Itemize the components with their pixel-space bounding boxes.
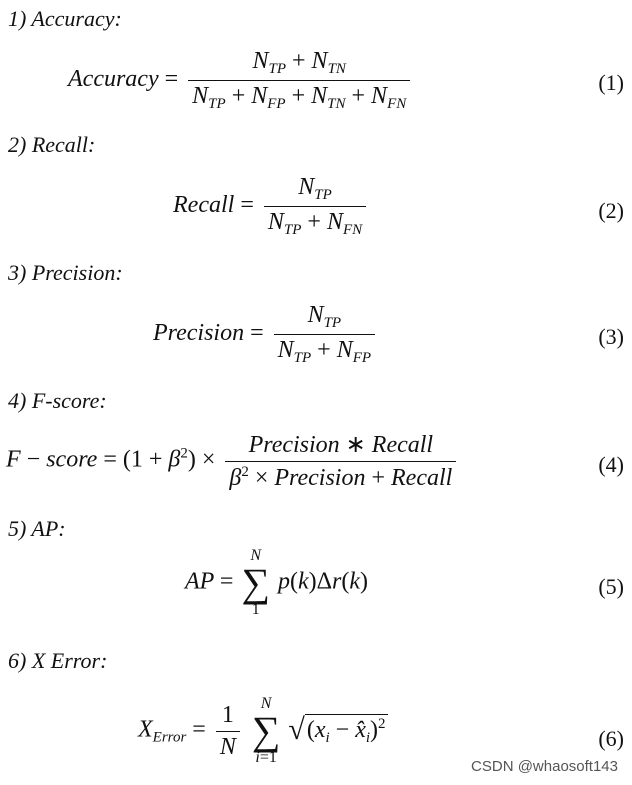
heading-precision: 3) Precision: bbox=[8, 260, 123, 285]
equation-number-1: (1) bbox=[598, 70, 624, 95]
heading-ap: 5) AP: bbox=[8, 516, 66, 541]
equation-recall: Recall = $\frac{N_{TP}}{N_{TP} + N_{FN}}$ (2) bbox=[173, 174, 624, 238]
equation-number-3: (3) bbox=[598, 324, 624, 349]
equation-accuracy: Accuracy = $\frac{N_{TP} + N_{TN}}{N_{TP} + N_{FP} + N_{TN} + N_{FN}}$ (1) bbox=[68, 48, 624, 112]
equation-ap: AP = N ∑ 1 p(k)Δr(k) (5) bbox=[185, 547, 624, 618]
equation-f-score: F − score = $(1 + \beta^2)$ × $\frac{\text{Precision ∗ Recall}}{\beta^2 \times Precision + Recall}$ (4) bbox=[6, 432, 624, 491]
equation-x-error: $X_{Error}$ = $\frac{1}{N}$ N ∑ i=1 $√(x_i$ − $x̂_i)^2$ (6) bbox=[138, 695, 624, 766]
heading-x-error: 6) X Error: bbox=[8, 648, 108, 673]
heading-recall: 2) Recall: bbox=[8, 132, 96, 157]
equation-number-2: (2) bbox=[598, 198, 624, 223]
heading-accuracy: 1) Accuracy: bbox=[8, 6, 122, 31]
heading-f-score: 4) F-score: bbox=[8, 388, 107, 413]
equation-number-6: (6) bbox=[598, 726, 624, 751]
equation-number-4: (4) bbox=[598, 452, 624, 477]
watermark: CSDN @whaosoft143 bbox=[471, 758, 618, 775]
equation-number-5: (5) bbox=[598, 574, 624, 599]
equation-precision: Precision = $\frac{N_{TP}}{N_{TP} + N_{FP}}$ (3) bbox=[153, 302, 624, 366]
